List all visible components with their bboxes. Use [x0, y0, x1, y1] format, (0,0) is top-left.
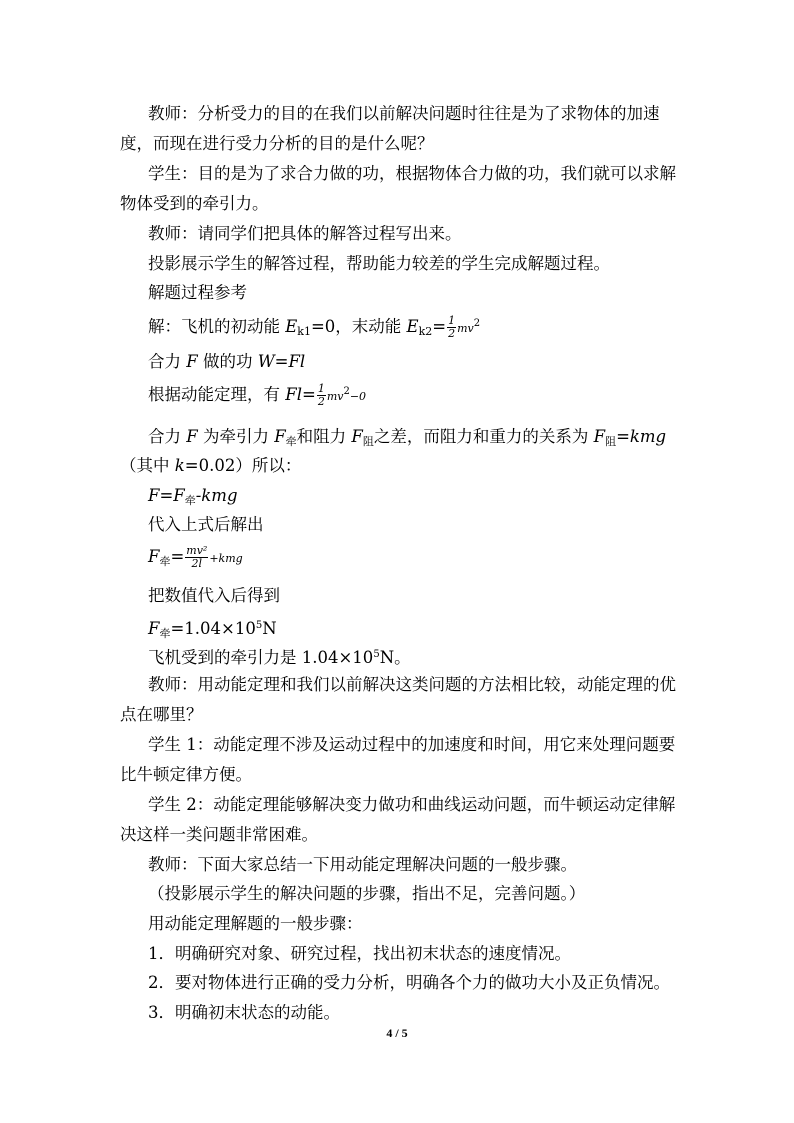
paragraph-line: 学生 1：动能定理不涉及运动过程中的加速度和时间，用它来处理问题要 [148, 735, 676, 754]
text-run: =0，末动能 [310, 317, 407, 336]
paragraph-line [148, 644, 708, 669]
superscript: 5 [255, 620, 263, 631]
paragraph-line: 物体受到的牵引力。 [120, 194, 269, 213]
paragraph-line: 学生：目的是为了求合力做的功，根据物体合力做的功，我们就可以求解 [148, 164, 676, 183]
subscript: k2 [418, 325, 433, 338]
page-number: 4 / 5 [386, 1026, 408, 1040]
symbol: F [148, 547, 160, 566]
paragraph-line: 代入上式后解出 [148, 515, 264, 534]
equation-line [148, 485, 708, 512]
text-run: 之差，而阻力和重力的关系为 [373, 427, 594, 446]
equation-line-traction [148, 545, 708, 573]
symbol: F [274, 427, 286, 446]
text-run: 和阻力 [296, 427, 352, 446]
text-run: = [432, 317, 447, 336]
fraction-denominator: 2 [448, 327, 456, 340]
symbol: F=F [148, 486, 185, 505]
text-run: N [262, 619, 277, 638]
paragraph-line: 点在哪里？ [120, 705, 203, 724]
fraction-denominator: 2l [191, 557, 203, 570]
text-run: 为牵引力 [197, 427, 275, 446]
paragraph-line: 度，而现在进行受力分析的目的是什么呢？ [120, 134, 434, 153]
paragraph-line: 教师：下面大家总结一下用动能定理解决问题的一般步骤。 [148, 855, 577, 874]
paragraph-line [148, 426, 708, 453]
text-run: 合力 [148, 352, 187, 371]
paragraph-line: 教师：用动能定理和我们以前解决这类问题的方法相比较，动能定理的优 [148, 675, 676, 694]
paragraph-line: 把数值代入后得到 [148, 586, 280, 605]
subscript: 阻 [605, 435, 617, 448]
text-run: 合力 [148, 427, 187, 446]
fraction-numerator: 1 [317, 382, 325, 395]
fraction-numerator: 1 [448, 314, 456, 327]
text-run: 根据动能定理，有 [148, 385, 286, 404]
text-run: 飞机受到的牵引力是 1.04×10 [148, 648, 374, 667]
symbol: F [186, 352, 198, 371]
text-run: 解：飞机的初动能 [148, 317, 286, 336]
paragraph-line [120, 455, 680, 477]
symbol: F [593, 427, 606, 446]
symbol: mv [457, 322, 474, 335]
paragraph-line: 学生 2：动能定理能够解决变力做功和曲线运动问题，而牛顿运动定律解 [148, 795, 676, 814]
equation-line [148, 615, 708, 645]
paragraph-line: 用动能定理解题的一般步骤： [148, 914, 363, 933]
text-run: = [170, 547, 185, 566]
paragraph-line: 解题过程参考 [148, 283, 247, 302]
symbol: -kmg [195, 486, 238, 505]
text-run: =0.02）所以： [184, 456, 302, 475]
paragraph-line: 投影展示学生的解答过程，帮助能力较差的学生完成解题过程。 [148, 254, 610, 273]
text-run: = [301, 385, 316, 404]
symbol: =kmg [616, 427, 667, 446]
fraction-denominator: 2 [317, 395, 325, 408]
equation-line-kinetic-energy [148, 313, 708, 343]
subscript: k1 [297, 325, 311, 338]
subscript: 阻 [362, 435, 374, 448]
symbol: E [406, 317, 419, 336]
symbol: −0 [349, 390, 367, 403]
list-item: 2．要对物体进行正确的受力分析，明确各个力的做功大小及正负情况。 [148, 973, 670, 992]
fraction [447, 315, 456, 340]
paragraph-line: （投影展示学生的解决问题的步骤，指出不足，完善问题。） [148, 884, 586, 903]
list-item: 3．明确初末状态的动能。 [148, 1003, 340, 1022]
equation-line-work [148, 351, 708, 373]
fraction [185, 545, 208, 570]
paragraph-line: 教师：分析受力的目的在我们以前解决问题时往往是为了求物体的加速 [148, 104, 660, 123]
paragraph-line: 决这样一类问题非常困难。 [120, 825, 318, 844]
symbol: F [148, 619, 160, 638]
subscript: 牵 [159, 627, 171, 640]
symbol: E [285, 317, 298, 336]
subscript: 牵 [159, 555, 171, 568]
superscript: 2 [343, 386, 350, 397]
symbol: F [351, 427, 363, 446]
text-run: =1.04×10 [170, 619, 256, 638]
symbol: +kmg [209, 552, 243, 565]
list-item: 1．明确研究对象、研究过程，找出初末状态的速度情况。 [148, 944, 571, 963]
symbol: F [186, 427, 198, 446]
fraction-numerator: mv² [186, 544, 208, 557]
superscript: 5 [373, 649, 380, 660]
subscript: 牵 [184, 494, 196, 507]
text-run: 做的功 [197, 352, 258, 371]
symbol: k [174, 456, 185, 475]
fraction [317, 383, 326, 408]
symbol: mv [326, 390, 344, 403]
symbol: Fl [285, 385, 302, 404]
paragraph-line: 比牛顿定律方便。 [120, 765, 252, 784]
superscript: 2 [473, 318, 481, 329]
subscript: 牵 [285, 435, 297, 448]
text-run: （其中 [120, 456, 175, 475]
equation-line-theorem [148, 381, 708, 408]
text-run: N。 [379, 648, 411, 667]
symbol: W=Fl [257, 352, 306, 371]
paragraph-line: 教师：请同学们把具体的解答过程写出来。 [148, 224, 462, 243]
